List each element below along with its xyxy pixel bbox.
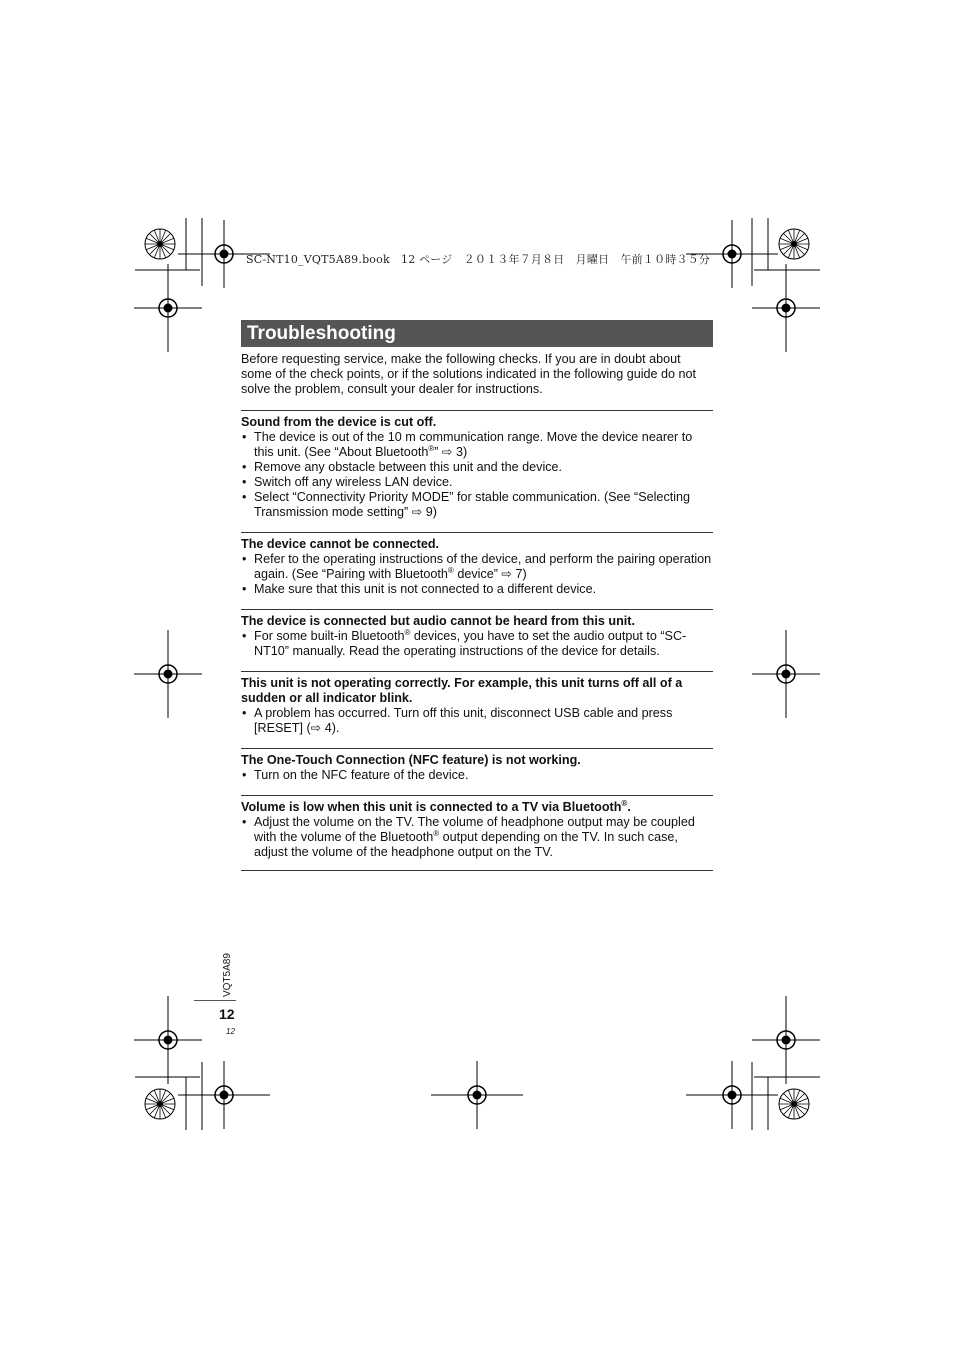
intro-paragraph: Before requesting service, make the following checks. If you are in doubt about some of the check points, or if the solutions indicated in the following guide do not solve the problem, consult your dealer for instructions.	[241, 352, 697, 396]
remedy-item: • Make sure that this unit is not connected to a different device.	[241, 582, 713, 597]
page-number: 12	[219, 1006, 235, 1022]
trouble-item-not-operating	[241, 671, 713, 736]
troubleshooting-content	[241, 320, 713, 871]
page-number-small: 12	[226, 1027, 235, 1036]
footer-divider	[194, 1000, 236, 1001]
trouble-heading: This unit is not operating correctly. For example, this unit turns off all of a sudden or all indicator blink.	[241, 676, 683, 705]
remedy-list	[241, 768, 713, 783]
end-divider	[241, 870, 713, 871]
remedy-item: • Select “Connectivity Priority MODE” for stable communication. (See “Selecting Transmission mode setting” ⇨ 9)	[241, 490, 713, 520]
trouble-heading: The One-Touch Connection (NFC feature) is not working.	[241, 753, 581, 767]
trouble-item-sound-cut-off	[241, 410, 713, 520]
trouble-heading: Volume is low when this unit is connected to a TV via Bluetooth®.	[241, 798, 631, 814]
remedy-item: • Adjust the volume on the TV. The volume of headphone output may be coupled with the volume of the Bluetooth® output depending on the TV. In such case, adjust the volume of the headphone output on the TV.	[241, 815, 713, 860]
remedy-list	[241, 629, 713, 659]
trouble-item-low-volume	[241, 795, 713, 860]
section-title-bar: Troubleshooting	[241, 320, 713, 347]
remedy-list	[241, 815, 713, 860]
print-header-line: SC-NT10_VQT5A89.book 12 ページ ２０１３年７月８日 月曜日 午前１０時３５分	[246, 253, 711, 266]
remedy-list	[241, 430, 713, 520]
remedy-list	[241, 552, 713, 597]
remedy-item: • For some built-in Bluetooth® devices, you have to set the audio output to “SC-NT10” manually. Read the operating instructions of the device for details.	[241, 629, 713, 659]
remedy-item: • Remove any obstacle between this unit and the device.	[241, 460, 713, 475]
remedy-item: • Switch off any wireless LAN device.	[241, 475, 713, 490]
trouble-heading: The device cannot be connected.	[241, 537, 440, 551]
trouble-heading: Sound from the device is cut off.	[241, 415, 437, 429]
remedy-item: • Turn on the NFC feature of the device.	[241, 768, 713, 783]
trouble-item-cannot-connect	[241, 532, 713, 597]
trouble-item-nfc	[241, 748, 713, 783]
trouble-heading: The device is connected but audio cannot be heard from this unit.	[241, 614, 635, 628]
remedy-item: • A problem has occurred. Turn off this unit, disconnect USB cable and press [RESET] (⇨ 4).	[241, 706, 713, 736]
model-code-vertical: VQT5A89	[222, 953, 233, 997]
remedy-list	[241, 706, 713, 736]
remedy-item: • Refer to the operating instructions of the device, and perform the pairing operation again. (See “Pairing with Bluetooth® device” ⇨ 7)	[241, 552, 713, 582]
remedy-item: • The device is out of the 10 m communication range. Move the device nearer to this unit. (See “About Bluetooth®” ⇨ 3)	[241, 430, 713, 460]
trouble-item-no-audio	[241, 609, 713, 659]
